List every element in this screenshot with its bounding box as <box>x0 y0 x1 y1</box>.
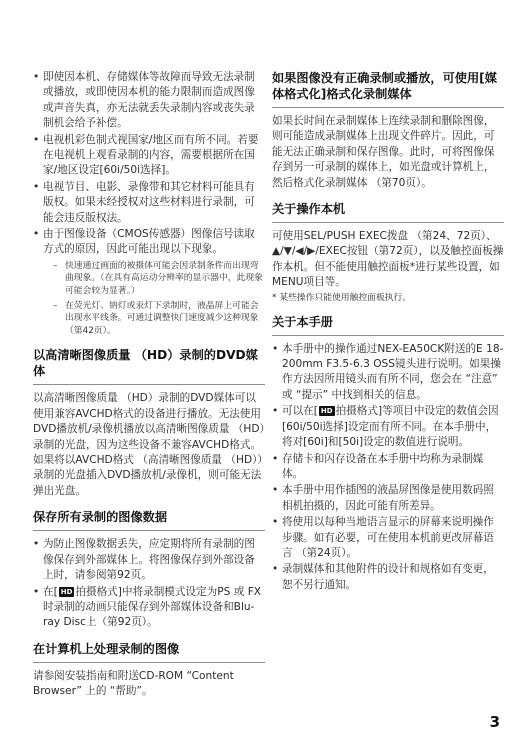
operation-footnote: * 某些操作只能使用触控面板执行。 <box>272 292 412 303</box>
list-item: • 本手册中的操作通过NEX-EA50CK附送的E 18-200mm F3.5-6.3 OSS镜头进行说明。如果操作方法因所用镜头而有所不同，您会在 “注意” 或 “提示” 中找到相关的信息。 <box>272 342 504 404</box>
hd-format-icon: HD <box>320 407 333 416</box>
hd-format-icon: HD <box>60 587 73 596</box>
list-item-text: 由于图像设备（CMOS传感器）图像信号读取方式的原因，因此可能出现以下现象。 <box>43 228 255 256</box>
section-title-hd-dvd: 以高清晰图像质量 （HD）录制的DVD媒体 <box>33 348 258 379</box>
list-item: • 可以在[ HD 拍摄格式]等项目中设定的数值会因[60i/50i选择]设定而有所不同。在本手册中，将对[60i]和[50i]设定的数值进行说明。 <box>272 404 504 450</box>
list-item: • 存储卡和闪存设备在本手册中均称为录制媒体。 <box>272 452 504 483</box>
section-body-operation: 可使用SEL/PUSH EXEC拨盘 （第24、72页）、▲/▼/◀/▶/EXEC按钮（第72页），以及触控面板操作本机。但不能使用触控面板*进行某些设置，如MENU项目等。 <box>272 230 504 289</box>
list-item: • 在[ HD 拍摄格式]中将录制模式设定为PS 或 FX 时录制的动画只能保存到外部媒体设备和Blu-ray Disc上（第92页）。 <box>33 585 265 631</box>
precautions-list <box>33 70 265 337</box>
sub-list <box>43 260 265 338</box>
section-divider <box>272 222 504 223</box>
sub-list-item: – 在荧光灯、钠灯或汞灯下录制时，液晶屏上可能会出现水平线条。可通过调整快门速度减少这种现象（第42页）。 <box>43 300 265 338</box>
section-body-format-media: 如果长时间在录制媒体上连续录制和删除图像，则可能造成录制媒体上出现文件碎片。因此，可能无法正确录制和保存图像。此时，可将图像保存到另一可录制的媒体上，如光盘或计算机上，然后格式化录制媒体 （第70页）。 <box>272 115 495 189</box>
section-title-operation: 关于操作本机 <box>272 202 346 217</box>
left-column <box>33 70 265 706</box>
section-divider <box>33 530 265 531</box>
right-column <box>272 70 504 594</box>
list-item: • 电视节目、电影、录像带和其它材料可能具有版权。如果未经授权对这些材料进行录制，可能会违反版权法。 <box>33 180 265 226</box>
page-number: 3 <box>489 713 500 731</box>
section-body-computer: 请参阅安装指南和附送CD-ROM “Content Browser” 上的 “帮助”。 <box>33 669 234 698</box>
section-title-format-media: 如果图像没有正确录制或播放，可使用[媒体格式化]格式化录制媒体 <box>272 71 497 101</box>
list-item <box>33 227 265 337</box>
list-item: • 为防止图像数据丢失，应定期将所有录制的图像保存到外部媒体上。将图像保存到外部设备上时，请参阅第92页。 <box>33 537 265 583</box>
list-item: • 录制媒体和其他附件的设计和规格如有变更，恕不另行通知。 <box>272 562 504 593</box>
sub-list-item: – 快速通过画面的被摄体可能会因录制条件而出现弯曲现象。（在具有高运动分辨率的显示器中，此现象可能会较为显著。） <box>43 260 265 298</box>
section-divider <box>272 107 504 108</box>
section-body-hd-dvd: 以高清晰图像质量 （HD）录制的DVD媒体可以使用兼容AVCHD格式的设备进行播放。无法使用DVD播放机/录像机播放以高清晰图像质量 （HD）录制的光盘，因为这些设备不兼容AVCHD格式。如果将以AVCHD格式 （高清晰图像质量 （HD））录制的光盘插入DVD播放机/录像机，则可能无法弹出光盘。 <box>33 392 265 497</box>
section-title-save-data: 保存所有录制的图像数据 <box>33 510 168 525</box>
manual-list <box>272 342 504 594</box>
section-title-manual: 关于本手册 <box>272 314 333 329</box>
section-divider <box>33 662 265 663</box>
list-item: • 将使用以每种当地语言显示的屏幕来说明操作步骤。如有必要，可在使用本机前更改屏幕语言 （第24页）。 <box>272 515 504 561</box>
section-divider <box>272 335 504 336</box>
save-data-list <box>33 537 265 630</box>
section-title-computer: 在计算机上处理录制的图像 <box>33 641 180 656</box>
list-item: • 本手册中用作插图的液晶屏图像是使用数码照相机拍摄的，因此可能有所差异。 <box>272 483 504 514</box>
list-item: • 电视机彩色制式视国家/地区而有所不同。若要在电视机上观看录制的内容，需要根据所在国家/地区设定[60i/50i选择]。 <box>33 133 265 179</box>
section-divider <box>33 384 265 385</box>
list-item: • 即使因本机、存储媒体等故障而导致无法录制或播放，或即使因本机的能力限制而造成图像或声音失真，亦无法就丢失录制内容或丧失录制机会给予补偿。 <box>33 70 265 132</box>
